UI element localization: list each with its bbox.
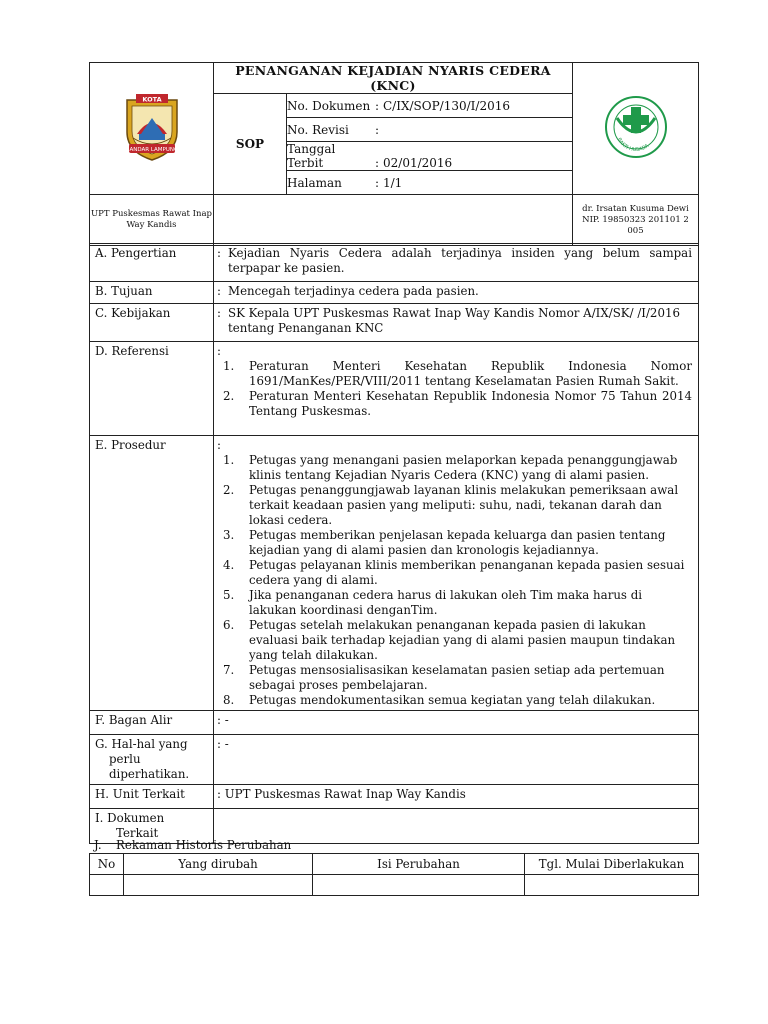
document-title [214,63,573,94]
list-item: 3. Petugas memberikan penjelasan kepada keluarga dan pasien tentang kejadian yang di alami pasien dan kronologis kejadiannya. [223,528,666,557]
organization-name: UPT Puskesmas Rawat Inap Way Kandis [90,195,214,246]
section-label: I. Dokumen Terkait [90,809,214,844]
section-label: B. Tujuan [90,282,214,304]
logo-bottom-text: BANDAR LAMPUNG [125,146,178,153]
table-header-row [90,854,699,875]
table-cell [313,875,525,896]
meta-page: Halaman : 1/1 [287,171,573,195]
list-item: 2. Petugas penanggungjawab layanan klinis melakukan pemeriksaan awal terkait keadaan pasien yang meliputi: suhu, nadi, tekanan darah dan lokasi cedera. [223,483,679,527]
section-prosedur: E. Prosedur : 1. Petugas yang menangani pasien melaporkan kepada penanggungjawab klinis tentang Kejadian Nyaris Cedera (KNC) yang di alami pasien. 2. Petugas penanggungjawab layanan klinis melakukan pemeriksaan awal terkait keadaan pasien yang meliputi: suhu, nadi, tekanan darah dan lokasi cedera. 3. Petugas memberikan penjelasan kepada keluarga dan pasien tentang kejadian yang di alami pasien dan kronologis kejadiannya. 4. Petugas pelayanan klinis memberikan penanganan kepada pasien sesuai cedera yang di alami. 5. Jika penanganan cedera harus di lakukan oleh Tim maka harus di lakukan koordinasi denganTim. 6. Petugas setelah melakukan penanganan kepada pasien di lakukan evaluasi baik terhadap kejadian yang di alami pasien maupun tindakan yang telah dilakukan. 7. Petugas mensosialisasikan keselamatan pasien setiap ada pertemuan sebagai proses pembelajaran. 8. Petugas mendokumentasikan semua kegiatan yang telah dilakukan. [90,436,699,711]
list-item: 8. Petugas mendokumentasikan semua kegiatan yang telah dilakukan. [223,693,656,707]
signer-name: dr. Irsatan Kusuma Dewi [582,203,689,214]
section-label: E. Prosedur [90,436,214,711]
section-pengertian: A. Pengertian : Kejadian Nyaris Cedera adalah terjadinya insiden yang belum sampai terpapar ke pasien. [90,244,699,282]
history-title: J. Rekaman Historis Perubahan [94,838,292,852]
section-unit-terkait [90,785,699,809]
section-label: D. Referensi [90,342,214,436]
bandar-lampung-logo-icon [121,92,183,162]
section-value: SK Kepala UPT Puskesmas Rawat Inap Way Kandis Nomor A/IX/SK/ /I/2016 tentang Penanganan KNC [228,306,680,335]
signer-nip: NIP. 19850323 201101 2 [582,214,689,225]
section-value: : - [214,711,699,735]
signature-space [214,195,573,246]
section-label: A. Pengertian [90,244,214,282]
title-line-1: PENANGANAN KEJADIAN NYARIS CEDERA [235,63,551,78]
section-value: : UPT Puskesmas Rawat Inap Way Kandis [214,785,699,809]
sop-label: SOP [214,94,287,195]
list-item: 7. Petugas mensosialisasikan keselamatan pasien setiap ada pertemuan sebagai proses pembelajaran. [223,663,665,692]
signer-nip-cont: 005 [627,225,644,236]
list-item: 4. Petugas pelayanan klinis memberikan penanganan kepada pasien sesuai cedera yang di alami. [223,558,685,587]
meta-revision-number: No. Revisi : [287,118,573,142]
table-cell [90,875,124,896]
list-item: 2. Peraturan Menteri Kesehatan Republik Indonesia Nomor 75 Tahun 2014 Tentang Puskesmas. [223,389,692,418]
section-bagan-alir [90,711,699,735]
title-line-2: (KNC) [370,78,416,93]
section-value: Kejadian Nyaris Cedera adalah terjadinya insiden yang belum sampai terpapar ke pasien. [228,246,692,275]
section-label: H. Unit Terkait [90,785,214,809]
signer-block [573,195,699,246]
section-label: F. Bagan Alir [90,711,214,735]
list-item: 5. Jika penanganan cedera harus di lakukan oleh Tim maka harus di lakukan koordinasi denganTim. [223,588,643,617]
meta-issue-date: Tanggal Terbit : 02/01/2016 [287,142,573,171]
column-header: Yang dirubah [124,854,313,875]
section-label: C. Kebijakan [90,304,214,342]
sop-sections [89,243,699,844]
meta-document-number: No. Dokumen : C/IX/SOP/130/I/2016 [287,94,573,118]
section-value: : - [214,735,699,785]
list-item: 1. Petugas yang menangani pasien melaporkan kepada penanggungjawab klinis tentang Kejadian Nyaris Cedera (KNC) yang di alami pasien. [223,453,678,482]
table-row [90,875,699,896]
table-cell [525,875,699,896]
reference-list [217,359,692,419]
revision-history-table [89,853,699,896]
section-hal-hal [90,735,699,785]
column-header: No [90,854,124,875]
logo-ring-text: BAKTI HUSADA [615,136,650,153]
list-item: 1. Peraturan Menteri Kesehatan Republik Indonesia Nomor 1691/ManKes/PER/VIII/2011 tentang Keselamatan Pasien Rumah Sakit. [223,359,692,388]
section-value: Mencegah terjadinya cedera pada pasien. [228,284,479,298]
section-kebijakan: C. Kebijakan : SK Kepala UPT Puskesmas Rawat Inap Way Kandis Nomor A/IX/SK/ /I/2016 tentang Penanganan KNC [90,304,699,342]
column-header: Tgl. Mulai Diberlakukan [525,854,699,875]
sop-header [89,62,699,246]
city-logo-cell [90,63,214,195]
logo-top-text: KOTA [141,95,162,103]
section-referensi: D. Referensi : 1. Peraturan Menteri Kesehatan Republik Indonesia Nomor 1691/ManKes/PER/VIII/2011 tentang Keselamatan Pasien Rumah Sakit. 2. Peraturan Menteri Kesehatan Republik Indonesia Nomor 75 Tahun 2014 Tentang Puskesmas. [90,342,699,436]
table-cell [124,875,313,896]
section-label: G. Hal-hal yang perlu diperhatikan. [90,735,214,785]
bakti-husada-logo-icon [603,94,669,160]
column-header: Isi Perubahan [313,854,525,875]
list-item: 6. Petugas setelah melakukan penanganan kepada pasien di lakukan evaluasi baik terhadap kejadian yang di alami pasien maupun tindakan yang telah dilakukan. [223,618,676,662]
section-tujuan: B. Tujuan : Mencegah terjadinya cedera pada pasien. [90,282,699,304]
health-logo-cell [573,63,699,195]
procedure-list [217,453,692,708]
